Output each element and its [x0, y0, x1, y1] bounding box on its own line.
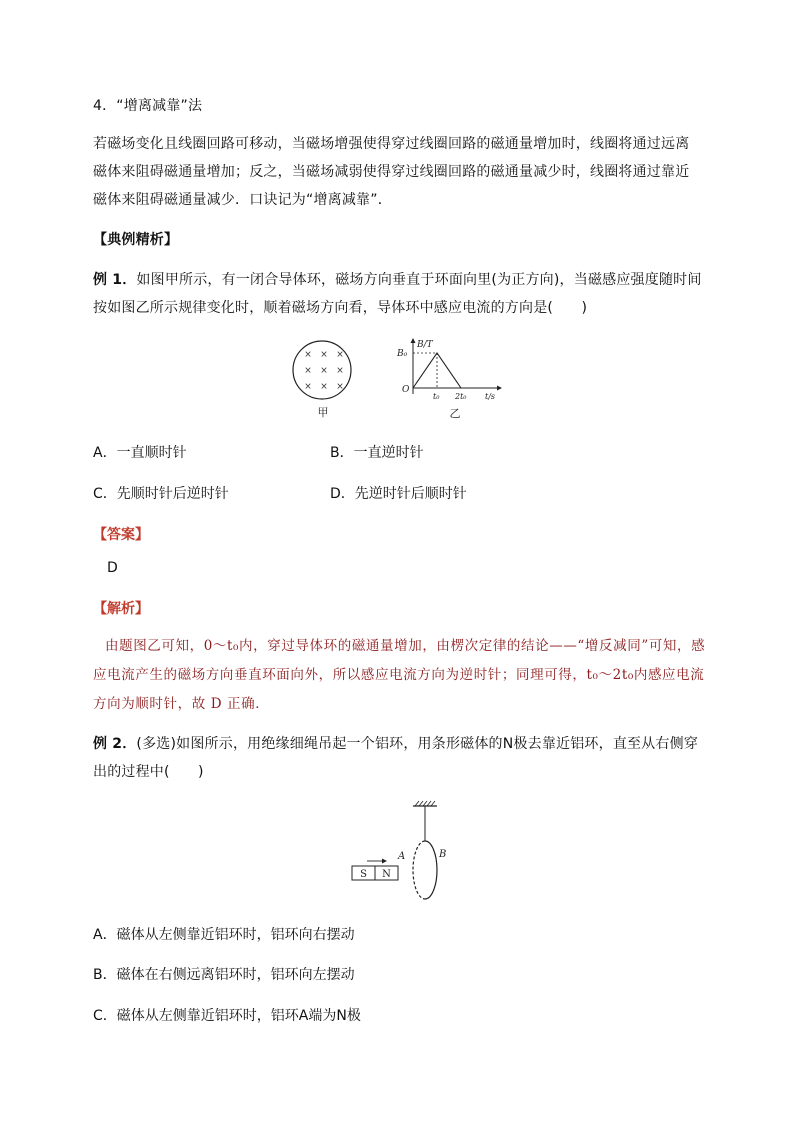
example1-text: 如图甲所示，有一闭合导体环，磁场方向垂直于环面向里(为正方向)，当磁感应强度随时间按如图乙所示规律变化时，顺着磁场方向看，导体环中感应电流的方向是( )	[93, 272, 702, 316]
svg-text:×: ×	[336, 382, 344, 392]
x-tick-t0: t₀	[433, 392, 440, 401]
example2-question	[93, 730, 703, 786]
example2-option-a: A．磁体从左侧靠近铝环时，铝环向右摆动	[93, 927, 355, 943]
svg-text:×: ×	[304, 350, 312, 360]
svg-text:×: ×	[304, 366, 312, 376]
example2-option-c: C．磁体从左侧靠近铝环时，铝环A端为N极	[93, 1008, 361, 1024]
x-axis-label: t/s	[485, 392, 496, 401]
example1-question	[93, 266, 703, 322]
analysis-heading: 【解析】	[93, 601, 149, 617]
figure-magnet-ring	[345, 800, 465, 905]
field-crosses	[304, 350, 344, 392]
example1-label: 例 1．	[93, 272, 137, 288]
aluminium-ring-front	[425, 841, 437, 899]
magnet-s: S	[360, 869, 367, 880]
example2-label: 例 2．	[93, 736, 137, 752]
section-title: 4．“增离减靠”法	[93, 98, 203, 114]
svg-text:×: ×	[336, 350, 344, 360]
example1-option-a: A．一直顺时针	[93, 445, 187, 461]
aluminium-ring-back	[413, 841, 425, 899]
origin-label: O	[402, 385, 410, 395]
example1-option-b: B．一直逆时针	[330, 445, 424, 461]
caption-yi: 乙	[449, 407, 461, 420]
answer-heading: 【答案】	[93, 527, 149, 543]
analysis-text: 由题图乙可知，0～t₀内，穿过导体环的磁通量增加，由楞次定律的结论——“增反减同”可知，感应电流产生的磁场方向垂直环面向外，所以感应电流方向为逆时针；同理可得，t₀～2t₀内感应电流方向为顺时针，故 D 正确．	[93, 638, 706, 712]
caption-jia: 甲	[317, 406, 329, 419]
intro-paragraph: 若磁场变化且线圈回路可移动，当磁场增强使得穿过线圈回路的磁通量增加时，线圈将通过远离磁体来阻碍磁通量增加；反之，当磁场减弱使得穿过线圈回路的磁通量减少时，线圈将通过靠近磁体来阻碍磁通量减少．口诀记为“增离减靠”．	[93, 136, 690, 208]
y-tick-b0: B₀	[397, 349, 408, 359]
svg-text:×: ×	[336, 366, 344, 376]
example1-option-d: D．先逆时针后顺时针	[330, 486, 467, 502]
figure-b-t-graph	[393, 336, 508, 426]
example2-text: (多选)如图所示，用绝缘细绳吊起一个铝环，用条形磁体的N极去靠近铝环，直至从右侧穿出的过程中( )	[93, 736, 699, 780]
svg-text:×: ×	[304, 382, 312, 392]
svg-text:×: ×	[320, 350, 328, 360]
example2-option-b: B．磁体在右侧远离铝环时，铝环向左摆动	[93, 967, 355, 983]
answer-value: D	[107, 560, 118, 576]
typical-example-heading: 【典例精析】	[93, 232, 179, 248]
label-a: A	[398, 851, 406, 862]
svg-text:×: ×	[320, 366, 328, 376]
svg-text:×: ×	[320, 382, 328, 392]
example1-option-c: C．先顺时针后逆时针	[93, 486, 229, 502]
figure-circle-field	[290, 335, 370, 425]
label-b: B	[439, 849, 447, 860]
magnet-n: N	[382, 869, 391, 880]
x-tick-2t0: 2t₀	[455, 392, 467, 401]
y-axis-label: B/T	[417, 340, 433, 350]
